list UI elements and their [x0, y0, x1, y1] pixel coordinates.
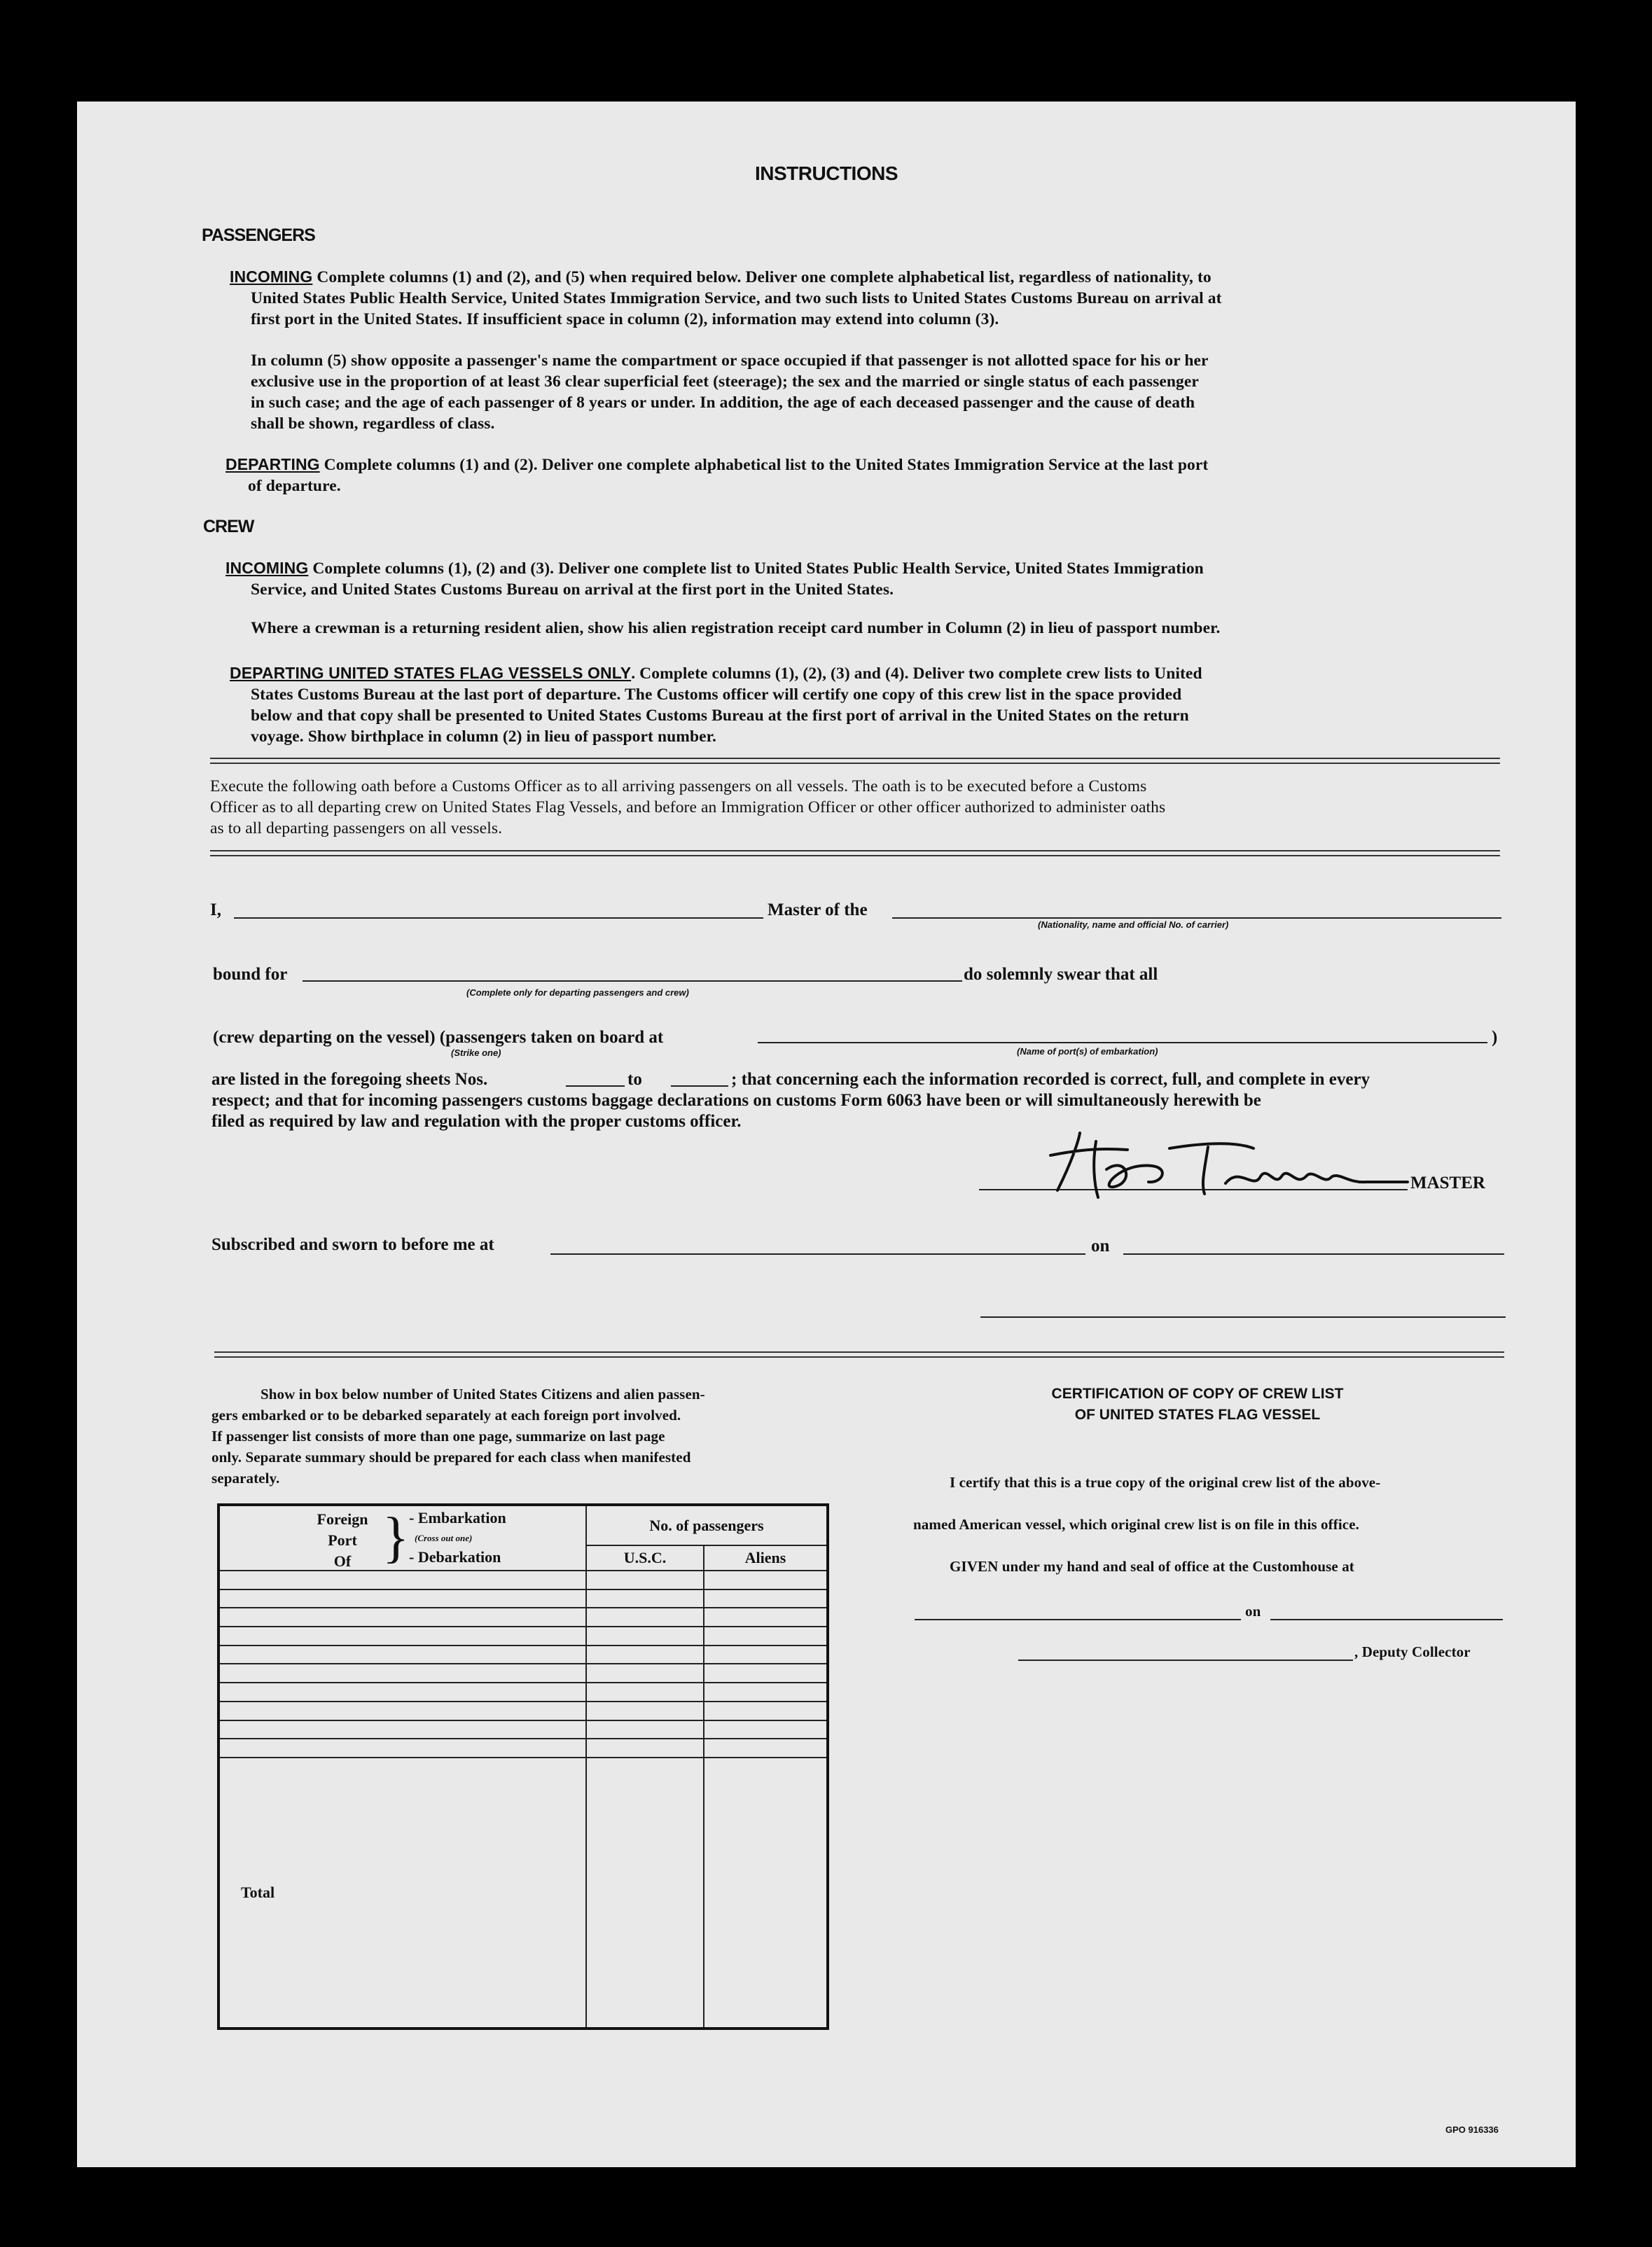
sheet-from-field[interactable]	[566, 1085, 625, 1087]
master-of-label: Master of the	[768, 900, 868, 919]
certification-date-field[interactable]	[1270, 1619, 1503, 1620]
crew-incoming-text: INCOMING Complete columns (1), (2) and (3). Deliver one complete list to United States Public Health Service, United States Immigration Service, and United States Customs Bureau on arrival at the first port in the United States.	[225, 559, 1204, 599]
master-signature	[1029, 1127, 1422, 1204]
master-name-field[interactable]	[234, 917, 763, 919]
crew-heading: CREW	[203, 517, 254, 536]
certification-title: CERTIFICATION OF COPY OF CREW LIST OF UNITED STATES FLAG VESSEL	[1051, 1386, 1344, 1423]
passengers-incoming-text: INCOMING Complete columns (1) and (2), and (5) when required below. Deliver one complete alphabetical list, regardless of nationality, to United States Public Health Service, United States Immigration Service, and two such lists to United States Customs Bureau on arrival at first port in the United States. If insufficient space in column (2), information may extend into column (3).	[230, 267, 1222, 328]
listed-line2: respect; and that for incoming passengers customs baggage declarations on customs Form 6063 have been or will simultaneously herewith be	[211, 1091, 1261, 1110]
passengers-incoming-label: INCOMING	[230, 267, 313, 286]
master-label: MASTER	[1410, 1174, 1485, 1192]
passengers-heading: PASSENGERS	[202, 225, 315, 245]
carrier-field[interactable]	[892, 917, 1501, 919]
table-row[interactable]	[218, 1702, 828, 1720]
page-title: INSTRUCTIONS	[755, 162, 898, 184]
listed-text-a: are listed in the foregoing sheets Nos.	[211, 1070, 488, 1089]
bound-for-note: (Complete only for departing passengers and crew)	[466, 987, 689, 998]
port-embarkation-field[interactable]	[758, 1042, 1487, 1043]
section-divider	[210, 758, 1500, 764]
table-row[interactable]	[218, 1571, 828, 1589]
ports-note: (Name of port(s) of embarkation)	[1017, 1046, 1158, 1057]
listed-to: to	[627, 1070, 642, 1089]
usc-header: U.S.C.	[586, 1545, 704, 1571]
passenger-summary-table	[217, 1503, 829, 2030]
crew-incoming-label: INCOMING	[225, 559, 309, 577]
crew-resident-text: Where a crewman is a returning resident alien, show his alien registration receipt card number in Column (2) in lieu of passport number.	[251, 619, 1221, 637]
certification-on: on	[1245, 1603, 1261, 1620]
total-label: Total	[218, 1758, 586, 2029]
officer-signature-field[interactable]	[980, 1316, 1506, 1318]
footer-code: GPO 916336	[1445, 2124, 1499, 2135]
table-row[interactable]	[218, 1608, 828, 1627]
oath-intro: Execute the following oath before a Customs Officer as to all arriving passengers on all vessels. The oath is to be executed before a Customs Officer as to all departing crew on United States Flag Vessels, and before an Immigration Officer or other officer authorized to administer oaths as to all departing passengers on all vessels.	[210, 777, 1166, 837]
brace-icon: }	[382, 1507, 410, 1568]
passengers-column5-text: In column (5) show opposite a passenger's name the compartment or space occupied if that passenger is not allotted space for his or her exclusive use in the proportion of at least 36 clear superficial feet (steerage); the sex and the married or single status of each passenger in such case; and the age of each passenger of 8 years or under. In addition, the age of each deceased passenger and the cause of death shall be shown, regardless of class.	[251, 352, 1209, 433]
oath-i-label: I,	[210, 900, 221, 919]
passengers-departing-label: DEPARTING	[225, 455, 320, 473]
summary-intro: Show in box below number of United States Citizens and alien passen- gers embarked or to be debarked separately at each foreign port involved. If passenger list consists of more than one page, summarize on last page only. Separate summary should be prepared for each class when manifested separately.	[211, 1386, 705, 1487]
section-divider	[214, 1351, 1504, 1358]
certification-line1: I certify that this is a true copy of the original crew list of the above-	[950, 1474, 1381, 1491]
bound-for-field[interactable]	[303, 980, 962, 982]
table-row[interactable]	[218, 1739, 828, 1758]
sworn-date-field[interactable]	[1123, 1253, 1504, 1255]
table-row[interactable]	[218, 1646, 828, 1664]
crew-departing-label: DEPARTING UNITED STATES FLAG VESSELS ONLY	[230, 664, 632, 682]
table-row[interactable]	[218, 1589, 828, 1608]
sheet-to-field[interactable]	[671, 1085, 728, 1087]
port-header-cell: Foreign Port Of } - Embarkation (Cross out one) - Debarkation	[218, 1505, 586, 1571]
deputy-collector-label: , Deputy Collector	[1354, 1643, 1471, 1660]
customhouse-place-field[interactable]	[915, 1619, 1241, 1620]
no-passengers-header: No. of passengers	[586, 1505, 828, 1545]
aliens-header: Aliens	[704, 1545, 828, 1571]
sworn-place-field[interactable]	[550, 1253, 1085, 1255]
passengers-departing-text: DEPARTING Complete columns (1) and (2). Deliver one complete alphabetical list to the United States Immigration Service at the last port of departure.	[225, 455, 1209, 495]
subscribed-label: Subscribed and sworn to before me at	[211, 1235, 494, 1254]
total-row[interactable]	[218, 1758, 828, 2029]
swear-text: do solemnly swear that all	[964, 965, 1158, 984]
strike-one-note: (Strike one)	[451, 1048, 501, 1058]
close-paren: )	[1492, 1028, 1498, 1047]
sworn-on-label: on	[1091, 1237, 1110, 1255]
listed-text-b: ; that concerning each the information recorded is correct, full, and complete in every	[731, 1070, 1370, 1089]
table-row[interactable]	[218, 1664, 828, 1683]
deputy-signature-field[interactable]	[1018, 1660, 1353, 1661]
table-row[interactable]	[218, 1627, 828, 1646]
bound-for-label: bound for	[213, 965, 288, 984]
section-divider	[210, 850, 1500, 856]
table-row[interactable]	[218, 1683, 828, 1702]
certification-line2: named American vessel, which original crew list is on file in this office.	[913, 1516, 1359, 1533]
listed-line3: filed as required by law and regulation with the proper customs officer.	[211, 1112, 742, 1131]
crew-departing-text: DEPARTING UNITED STATES FLAG VESSELS ONLY. Complete columns (1), (2), (3) and (4). Deliver two complete crew lists to United States Customs Bureau at the last port of departure. The Customs officer will certify one copy of this crew list in the space provided below and that copy shall be presented to United States Customs Bureau at the first port of arrival in the United States on the return voyage. Show birthplace in column (2) in lieu of passport number.	[230, 664, 1202, 746]
carrier-note: (Nationality, name and official No. of carrier)	[1038, 919, 1229, 930]
crew-departing-text-line: (crew departing on the vessel) (passengers taken on board at	[213, 1028, 664, 1047]
table-row[interactable]	[218, 1720, 828, 1739]
certification-line3: GIVEN under my hand and seal of office at the Customhouse at	[950, 1558, 1354, 1575]
